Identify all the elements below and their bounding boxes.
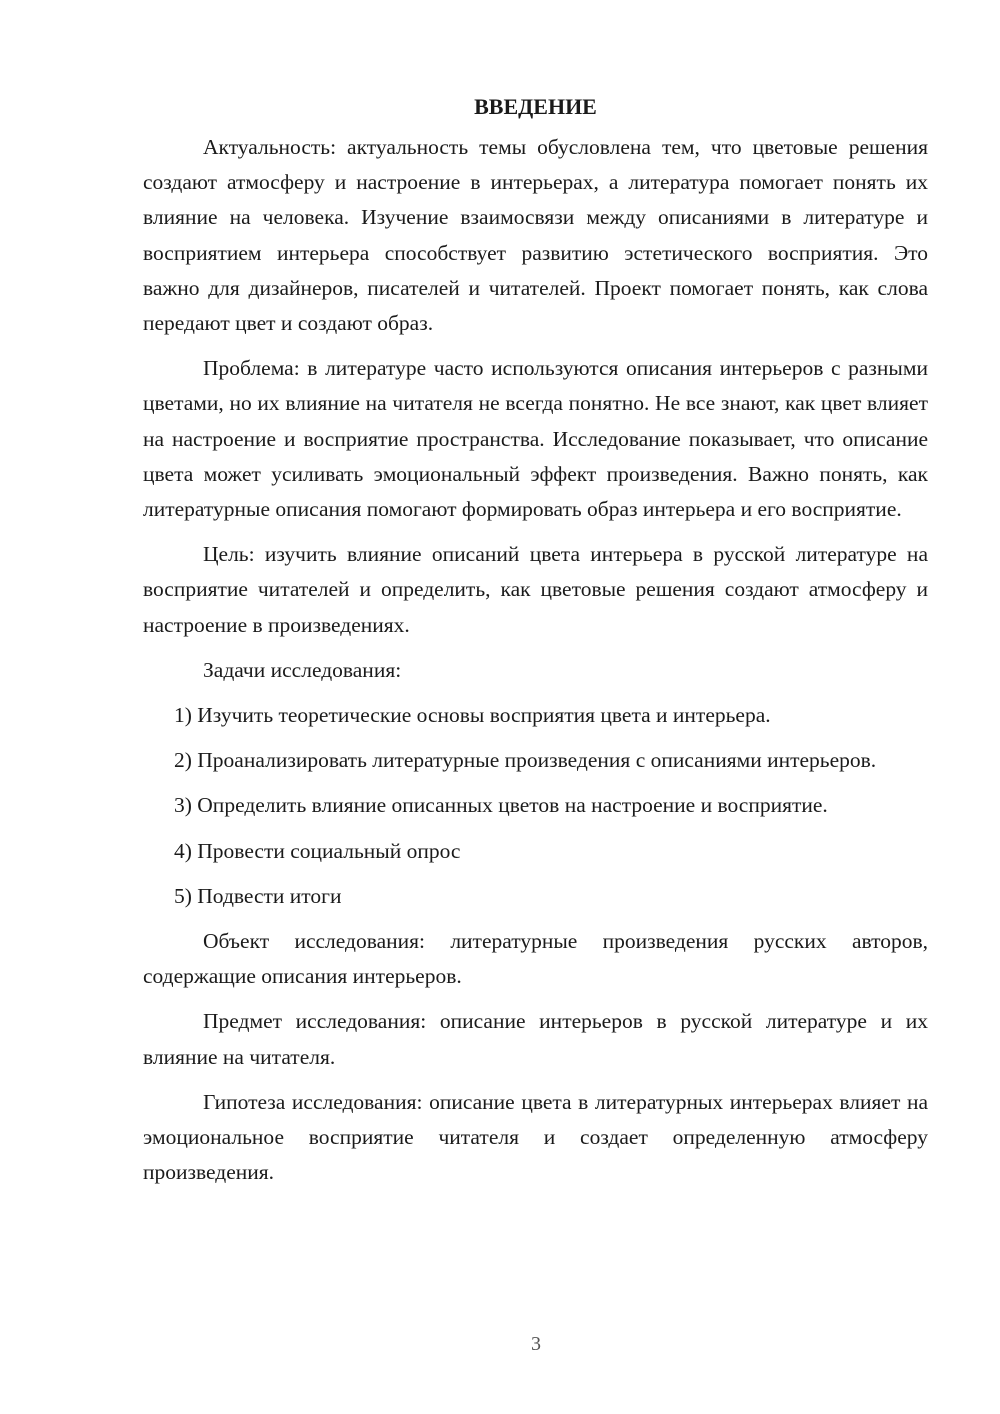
document-page [143,90,928,1200]
task-item-1: 1) Изучить теоретические основы восприятия цвета и интерьера. [174,703,771,728]
section-title: ВВЕДЕНИЕ [474,94,597,119]
paragraph-object: Объект исследования: литературные произведения русских авторов, содержащие описания интерьеров. [143,929,928,989]
paragraph-goal: Цель: изучить влияние описаний цвета интерьера в русской литературе на восприятие читателей и определить, как цветовые решения создают атмосферу и настроение в произведениях. [143,542,928,637]
task-item-3: 3) Определить влияние описанных цветов на настроение и восприятие. [174,793,828,818]
paragraph-problem: Проблема: в литературе часто используются описания интерьеров с разными цветами, но их влияние на читателя не всегда понятно. Не все знают, как цвет влияет на настроение и восприятие пространства. Исследование показывает, что описание цвета может усиливать эмоциональный эффект произведения. Важно понять, как литературные описания помогают формировать образ интерьера и его восприятие. [143,356,928,522]
page-number: 3 [531,1333,541,1355]
task-item-2: 2) Проанализировать литературные произведения с описаниями интерьеров. [174,748,877,773]
paragraph-subject: Предмет исследования: описание интерьеров в русской литературе и их влияние на читателя. [143,1009,928,1069]
task-item-4: 4) Провести социальный опрос [174,838,461,863]
paragraph-hypothesis: Гипотеза исследования: описание цвета в литературных интерьерах влияет на эмоциональное восприятие читателя и создает определенную атмосферу произведения. [143,1089,928,1185]
paragraph-relevance: Актуальность: актуальность темы обусловлена тем, что цветовые решения создают атмосферу и настроение в интерьерах, а литература помогает понять их влияние на человека. Изучение взаимосвязи между описаниями в литературе и восприятием интерьера способствует развитию эстетического восприятия. Это важно для дизайнеров, писателей и читателей. Проект помогает понять, как слова передают цвет и создают образ. [143,135,928,336]
paragraph-tasks-heading: Задачи исследования: [203,657,402,682]
task-item-5: 5) Подвести итоги [174,883,342,908]
